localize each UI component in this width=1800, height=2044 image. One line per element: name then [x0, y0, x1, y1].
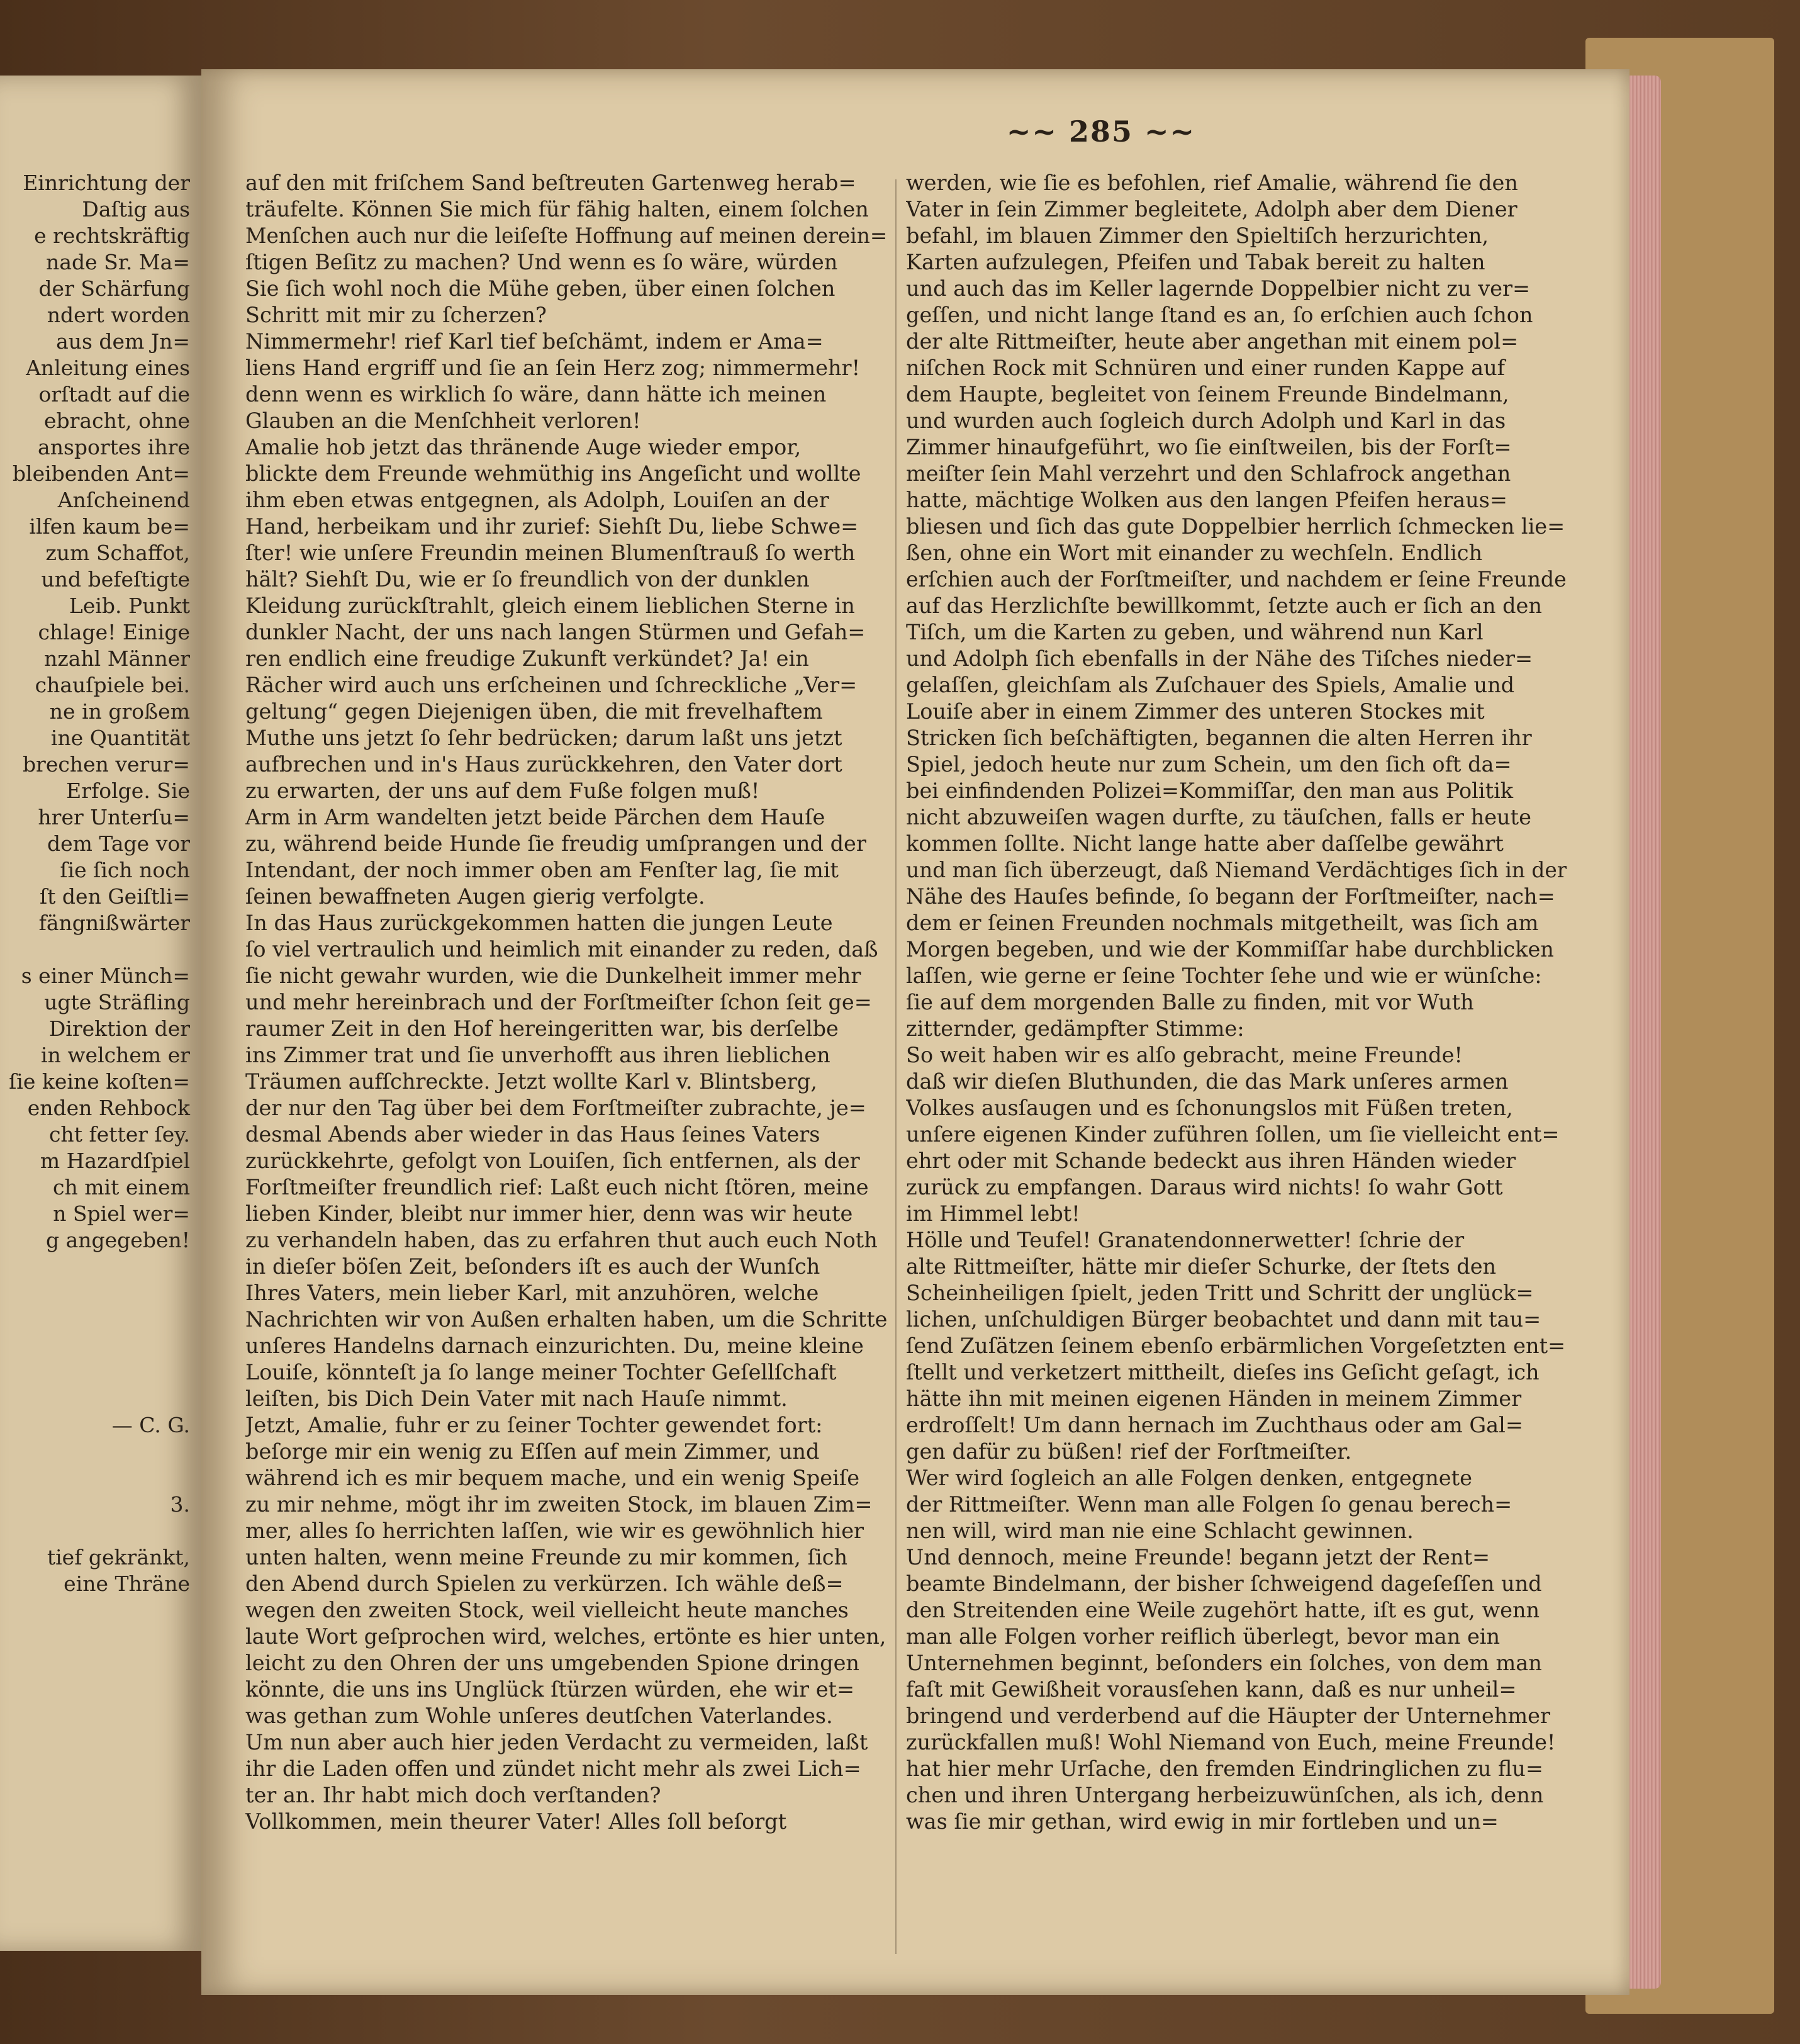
text-line: Forſtmeiſter freundlich rief: Laßt euch nicht ſtören, meine [245, 1175, 869, 1199]
text-line: und auch das im Keller lagernde Doppelbier nicht zu ver= [906, 276, 1531, 301]
left-page-line: bleibenden Ant= [12, 461, 190, 486]
text-line: beſorge mir ein wenig zu Eſſen auf mein Zimmer, und [245, 1439, 820, 1464]
left-page-line: dem Tage vor [47, 831, 190, 856]
text-line: hält? Siehſt Du, wie er ſo freundlich von der dunklen [245, 567, 810, 592]
text-line: ſie nicht gewahr wurden, wie die Dunkelheit immer mehr [245, 963, 861, 988]
text-line: daß wir dieſen Bluthunden, die das Mark unſeres armen [906, 1069, 1509, 1094]
text-line: während ich es mir bequem mache, und ein wenig Speiſe [245, 1466, 860, 1490]
text-line: was ſie mir gethan, wird ewig in mir fortleben und un= [906, 1809, 1499, 1834]
text-line: geltung“ gegen Diejenigen üben, die mit frevelhaftem [245, 699, 823, 724]
text-line: chen und ihren Untergang herbeizuwünſchen, als ich, denn [906, 1783, 1544, 1807]
text-line: Unternehmen beginnt, beſonders ein ſolches, von dem man [906, 1651, 1542, 1675]
text-line: zurück zu empfangen. Daraus wird nichts! ſo wahr Gott [906, 1175, 1503, 1199]
left-page-line: nade Sr. Ma= [46, 250, 190, 274]
left-page-line: — C. G. [111, 1413, 190, 1437]
text-line: Scheinheiligen ſpielt, jeden Tritt und Schritt der unglück= [906, 1281, 1534, 1305]
text-line: träufelte. Können Sie mich für fähig halten, einem ſolchen [245, 197, 869, 222]
text-line: Hand, herbeikam und ihr zurief: Siehſt Du, liebe Schwe= [245, 514, 859, 539]
text-line: ihr die Laden offen und zündet nicht mehr als zwei Lich= [245, 1756, 861, 1781]
left-page-line: ine Quantität [50, 726, 190, 750]
left-page-line: ebracht, ohne [44, 408, 190, 433]
text-line: dunkler Nacht, der uns nach langen Stürmen und Gefah= [245, 620, 866, 644]
left-page-line: und befeſtigte [41, 567, 190, 592]
text-line: ſeinen bewaffneten Augen gierig verfolgte. [245, 884, 705, 909]
text-line: geſſen, und nicht lange ſtand es an, ſo erſchien auch ſchon [906, 303, 1533, 327]
text-line: aufbrechen und in's Haus zurückkehren, den Vater dort [245, 752, 842, 777]
text-line: könnte, die uns ins Unglück ſtürzen würden, ehe wir et= [245, 1677, 855, 1702]
text-line: bringend und verderbend auf die Häupter der Unternehmer [906, 1704, 1550, 1728]
text-line: und mehr hereinbrach und der Forſtmeiſter ſchon ſeit ge= [245, 990, 872, 1014]
text-line: nen will, wird man nie eine Schlacht gewinnen. [906, 1519, 1414, 1543]
text-line: auf den mit friſchem Sand beſtreuten Gartenweg herab= [245, 171, 856, 195]
text-line: erdroſſelt! Um dann hernach im Zuchthaus oder am Gal= [906, 1413, 1523, 1437]
text-line: ßen, ohne ein Wort mit einander zu wechſeln. Endlich [906, 541, 1483, 565]
text-line: leiſten, bis Dich Dein Vater mit nach Hauſe nimmt. [245, 1386, 788, 1411]
text-line: der Rittmeiſter. Wenn man alle Folgen ſo genau berech= [906, 1492, 1512, 1517]
text-line: Wer wird ſogleich an alle Folgen denken, entgegnete [906, 1466, 1472, 1490]
left-page-line: ch mit einem [53, 1175, 190, 1199]
text-line: gelaſſen, gleichſam als Zuſchauer des Spiels, Amalie und [906, 673, 1515, 697]
text-line: Volkes ausſaugen und es ſchonungslos mit Füßen treten, [906, 1096, 1513, 1120]
text-line: lieben Kinder, bleibt nur immer hier, denn was wir heute [245, 1201, 853, 1226]
left-page-line: Einrichtung der [23, 171, 190, 195]
left-page-line: n Spiel wer= [53, 1201, 190, 1226]
text-line: niſchen Rock mit Schnüren und einer runden Kappe auf [906, 356, 1506, 380]
column-divider [895, 179, 897, 1954]
left-page-line: ſie ſich noch [60, 858, 190, 882]
text-line: nicht abzuweiſen wagen durfte, zu täuſchen, falls er heute [906, 805, 1531, 829]
text-line: ehrt oder mit Schande bedeckt aus ihren Händen wieder [906, 1148, 1516, 1173]
left-page-line: nzahl Männer [44, 646, 190, 671]
text-line: desmal Abends aber wieder in das Haus ſeines Vaters [245, 1122, 820, 1147]
text-line: ſend Zuſätzen ſeinem ebenſo erbärmlichen Vorgeſetzten ent= [906, 1334, 1566, 1358]
text-line: Ihres Vaters, mein lieber Karl, mit anzuhören, welche [245, 1281, 819, 1305]
text-line: Nachrichten wir von Außen erhalten haben, um die Schritte [245, 1307, 887, 1332]
text-line: Tiſch, um die Karten zu geben, und während nun Karl [906, 620, 1484, 644]
text-line: alte Rittmeiſter, hätte mir dieſer Schurke, der ſtets den [906, 1254, 1497, 1279]
text-column-right [906, 170, 1567, 1835]
text-line: bei einfindenden Polizei=Kommiſſar, den man aus Politik [906, 778, 1514, 803]
text-line: was gethan zum Wohle unſeres deutſchen Vaterlandes. [245, 1704, 833, 1728]
left-page-line: Erfolge. Sie [66, 778, 190, 803]
text-line: unſeres Handelns darnach einzurichten. Du, meine kleine [245, 1334, 864, 1358]
text-line: werden, wie ſie es befohlen, rief Amalie, während ſie den [906, 171, 1518, 195]
text-line: dem er ſeinen Freunden nochmals mitgetheilt, was ſich am [906, 911, 1539, 935]
page-number: ~~ 285 ~~ [1006, 115, 1196, 149]
text-line: zu erwarten, der uns auf dem Fuße folgen muß! [245, 778, 760, 803]
text-line: Karten aufzulegen, Pfeifen und Tabak bereit zu halten [906, 250, 1485, 274]
left-page-line: cht fetter ſey. [48, 1122, 190, 1147]
text-line: Stricken ſich beſchäftigten, begannen die alten Herren ihr [906, 726, 1532, 750]
text-line: Um nun aber auch hier jeden Verdacht zu vermeiden, laßt [245, 1730, 868, 1755]
text-line: bliesen und ſich das gute Doppelbier herrlich ſchmecken lie= [906, 514, 1565, 539]
text-line: Muthe uns jetzt ſo ſehr bedrücken; darum laßt uns jetzt [245, 726, 842, 750]
text-line: lichen, unſchuldigen Bürger beobachtet und dann mit tau= [906, 1307, 1541, 1332]
text-line: Louiſe, könnteſt ja ſo lange meiner Tochter Geſellſchaft [245, 1360, 837, 1384]
text-line: mer, alles ſo herrichten laſſen, wie wir es gewöhnlich hier [245, 1519, 864, 1543]
text-line: Nimmermehr! rief Karl tief beſchämt, indem er Ama= [245, 329, 824, 354]
text-line: unſere eigenen Kinder zuführen ſollen, um ſie vielleicht ent= [906, 1122, 1560, 1147]
text-column-left [245, 170, 887, 1835]
text-line: zurückfallen muß! Wohl Niemand von Euch, meine Freunde! [906, 1730, 1556, 1755]
text-line: und wurden auch ſogleich durch Adolph und Karl in das [906, 408, 1506, 433]
text-line: Und dennoch, meine Freunde! begann jetzt der Rent= [906, 1545, 1490, 1570]
text-line: ſter! wie unſere Freundin meinen Blumenſtrauß ſo werth [245, 541, 856, 565]
left-page-line: der Schärfung [38, 276, 190, 301]
text-line: Intendant, der noch immer oben am Fenſter lag, ſie mit [245, 858, 839, 882]
text-line: zu mir nehme, mögt ihr im zweiten Stock, im blauen Zim= [245, 1492, 873, 1517]
left-page-line: ne in großem [49, 699, 190, 724]
left-page-line: ſt den Geiſtli= [39, 884, 190, 909]
left-page-line: e rechtskräftig [34, 223, 190, 248]
text-line: Zimmer hinaufgeführt, wo ſie einſtweilen, bis der Forſt= [906, 435, 1512, 459]
text-line: der nur den Tag über bei dem Forſtmeiſter zubrachte, je= [245, 1096, 866, 1120]
text-line: auf das Herzlichſte bewillkommt, ſetzte auch er ſich an den [906, 593, 1542, 618]
left-page [0, 76, 201, 1951]
text-line: Kleidung zurückſtrahlt, gleich einem lieblichen Sterne in [245, 593, 855, 618]
text-line: in dieſer böſen Zeit, beſonders iſt es auch der Wunſch [245, 1254, 820, 1279]
left-page-line: g angegeben! [45, 1228, 190, 1252]
left-page-line: Daſtig aus [82, 197, 190, 222]
text-line: In das Haus zurückgekommen hatten die jungen Leute [245, 911, 833, 935]
text-line: gen dafür zu büßen! rief der Forſtmeiſter. [906, 1439, 1352, 1464]
left-page-line: eine Thräne [64, 1571, 190, 1596]
text-line: hatte, mächtige Wolken aus den langen Pfeifen heraus= [906, 488, 1507, 512]
left-page-line: ugte Sträfling [44, 990, 190, 1014]
text-line: Amalie hob jetzt das thränende Auge wieder empor, [245, 435, 802, 459]
text-line: laſſen, wie gerne er ſeine Tochter ſehe und wie er wünſche: [906, 963, 1542, 988]
text-line: den Abend durch Spielen zu verkürzen. Ich wähle deß= [245, 1571, 844, 1596]
left-page-line: ndert worden [47, 303, 190, 327]
text-line: Menſchen auch nur die leiſeſte Hoffnung auf meinen derein= [245, 223, 887, 248]
text-line: ſie auf dem morgenden Balle zu finden, mit vor Wuth [906, 990, 1474, 1014]
text-line: ſo viel vertraulich und heimlich mit einander zu reden, daß [245, 937, 878, 962]
text-line: kommen ſollte. Nicht lange hatte aber daſſelbe gewährt [906, 831, 1504, 856]
text-line: liens Hand ergriff und ſie an ſein Herz zog; nimmermehr! [245, 356, 861, 380]
text-line: zurückkehrte, gefolgt von Louiſen, ſich entfernen, als der [245, 1148, 860, 1173]
text-line: Rächer wird auch uns erſcheinen und ſchreckliche „Ver= [245, 673, 858, 697]
text-line: und Adolph ſich ebenfalls in der Nähe des Tiſches nieder= [906, 646, 1533, 671]
text-line: zitternder, gedämpfter Stimme: [906, 1016, 1244, 1041]
text-line: laute Wort geſprochen wird, welches, ertönte es hier unten, [245, 1624, 886, 1649]
text-line: faſt mit Gewißheit vorausſehen kann, daß es nur unheil= [906, 1677, 1517, 1702]
text-line: raumer Zeit in den Hof hereingeritten war, bis derſelbe [245, 1016, 839, 1041]
text-line: Jetzt, Amalie, fuhr er zu ſeiner Tochter gewendet fort: [245, 1413, 823, 1437]
left-page-line: s einer Münch= [21, 963, 190, 988]
text-line: ihm eben etwas entgegnen, als Adolph, Louiſen an der [245, 488, 829, 512]
text-line: Nähe des Hauſes befinde, ſo begann der Forſtmeiſter, nach= [906, 884, 1555, 909]
left-page-line: Anſcheinend [57, 488, 190, 512]
text-line: Morgen begeben, und wie der Kommiſſar habe durchblicken [906, 937, 1554, 962]
text-line: ter an. Ihr habt mich doch verſtanden? [245, 1783, 661, 1807]
left-page-line: ilfen kaum be= [29, 514, 190, 539]
text-line: blickte dem Freunde wehmüthig ins Angeſicht und wollte [245, 461, 861, 486]
left-page-line: zum Schaffot, [45, 541, 190, 565]
left-page-line: fängnißwärter [38, 911, 190, 935]
text-line: erſchien auch der Forſtmeiſter, und nachdem er ſeine Freunde [906, 567, 1567, 592]
left-page-line: chlage! Einige [38, 620, 190, 644]
text-line: Arm in Arm wandelten jetzt beide Pärchen dem Hauſe [245, 805, 825, 829]
text-line: Sie ſich wohl noch die Mühe geben, über einen ſolchen [245, 276, 836, 301]
text-line: zu verhandeln haben, das zu erfahren thut auch euch Noth [245, 1228, 878, 1252]
text-line: Träumen aufſchreckte. Jetzt wollte Karl v. Blintsberg, [245, 1069, 817, 1094]
text-line: Schritt mit mir zu ſcherzen? [245, 303, 547, 327]
text-line: und man ſich überzeugt, daß Niemand Verdächtiges ſich in der [906, 858, 1567, 882]
text-line: leicht zu den Ohren der uns umgebenden Spione dringen [245, 1651, 859, 1675]
left-page-line: aus dem Jn= [56, 329, 190, 354]
text-line: der alte Rittmeiſter, heute aber angethan mit einem pol= [906, 329, 1519, 354]
text-line: denn wenn es wirklich ſo wäre, dann hätte ich meinen [245, 382, 827, 407]
text-line: Spiel, jedoch heute nur zum Schein, um den ſich oft da= [906, 752, 1512, 777]
text-line: hat hier mehr Urſache, den fremden Eindringlichen zu flu= [906, 1756, 1543, 1781]
text-line: man alle Folgen vorher reiflich überlegt, bevor man ein [906, 1624, 1501, 1649]
left-page-line: 3. [170, 1492, 190, 1517]
left-page-line: Direktion der [48, 1016, 190, 1041]
right-page [201, 69, 1630, 1995]
text-line: meiſter ſein Mahl verzehrt und den Schlafrock angethan [906, 461, 1511, 486]
text-line: ſtellt und verketzert mittheilt, dieſes ins Geſicht geſagt, ich [906, 1360, 1540, 1384]
text-line: ren endlich eine freudige Zukunft verkündet? Ja! ein [245, 646, 809, 671]
left-page-line: Anleitung eines [26, 356, 190, 380]
text-line: Louiſe aber in einem Zimmer des unteren Stockes mit [906, 699, 1485, 724]
left-page-line: enden Rehbock [27, 1096, 190, 1120]
text-line: befahl, im blauen Zimmer den Spieltiſch herzurichten, [906, 223, 1489, 248]
text-line: hätte ihn mit meinen eigenen Händen in meinem Zimmer [906, 1386, 1522, 1411]
left-page-line: brechen verur= [22, 752, 190, 777]
text-line: im Himmel lebt! [906, 1201, 1080, 1226]
text-line: unten halten, wenn meine Freunde zu mir kommen, ſich [245, 1545, 848, 1570]
left-page-line: chauſpiele bei. [35, 673, 190, 697]
text-line: wegen den zweiten Stock, weil vielleicht heute manches [245, 1598, 849, 1622]
left-page-line: Leib. Punkt [69, 593, 190, 618]
text-line: zu, während beide Hunde ſie freudig umſprangen und der [245, 831, 866, 856]
left-page-line: ansportes ihre [38, 435, 190, 459]
text-line: beamte Bindelmann, der bisher ſchweigend dageſeſſen und [906, 1571, 1542, 1596]
left-page-line: m Hazardſpiel [40, 1148, 190, 1173]
left-page-line: tief gekränkt, [47, 1545, 190, 1570]
text-line: So weit haben wir es alſo gebracht, meine Freunde! [906, 1043, 1463, 1067]
text-line: Vollkommen, mein theurer Vater! Alles ſoll beſorgt [245, 1809, 787, 1834]
text-line: dem Haupte, begleitet von ſeinem Freunde Bindelmann, [906, 382, 1509, 407]
text-line: Glauben an die Menſchheit verloren! [245, 408, 641, 433]
text-line: ins Zimmer trat und ſie unverhofft aus ihren lieblichen [245, 1043, 830, 1067]
left-page-line: orſtadt auf die [38, 382, 190, 407]
text-line: Hölle und Teufel! Granatendonnerwetter! ſchrie der [906, 1228, 1465, 1252]
text-line: Vater in ſein Zimmer begleitete, Adolph aber dem Diener [906, 197, 1518, 222]
left-page-line: ſie keine koſten= [9, 1069, 190, 1094]
left-page-line: in welchem er [41, 1043, 190, 1067]
text-line: den Streitenden eine Weile zugehört hatte, iſt es gut, wenn [906, 1598, 1540, 1622]
text-line: ſtigen Beſitz zu machen? Und wenn es ſo wäre, würden [245, 250, 838, 274]
left-page-line: hrer Unterſu= [38, 805, 190, 829]
